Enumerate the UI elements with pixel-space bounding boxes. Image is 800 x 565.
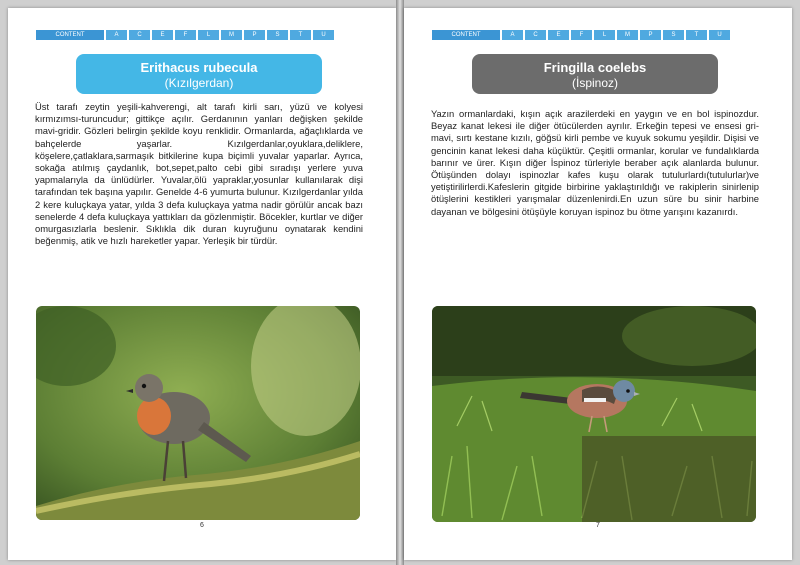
book-gutter [396,0,404,565]
page-number: 6 [200,522,204,529]
right-letter-nav [432,30,730,40]
nav-letter-a[interactable]: A [502,30,523,40]
nav-content-tab[interactable]: CONTENT [432,30,500,40]
left-page [8,8,396,560]
nav-letter-p[interactable]: P [640,30,661,40]
page-number: 7 [596,522,600,529]
species-description: Yazın ormanlardaki, kışın açık arazilerdeki en yaygın ve en bol ispinozdur. Beyaz kanat lekesi ile diğer ötücülerden ayrılır. Erkeğin tepesi ve ensesi gri-mavi, sırtı kestane kızılı, göğsü kirli pembe ve kuyuk sokumu yeşildir. Dişisi ve gencinin kanat lekesi daha küçüktür. Çeşitli ormanlar, korular ve fundalıklarda barınır ve ürer. Kışın diğer İspinoz türleriyle beraber açık alanlarda bulunur. Ötüşünden dolayı ispinozlar kafes kuşu olarak tutulurlardı(tutulurlar)ve yetiştirilirlerdi.Kafeslerin gitgide birbirine yaklaştırıldığı ve rakiplerin sinirlenip ötüşlerini kestikleri yarışmalar düzenlenirdi.En uzun süre bu sinir harbine dayanan ve bölgesini ötüşüyle koruyan ispinoz bu ötme yarışını kazanırdı. [431,108,759,217]
nav-letter-c[interactable]: C [525,30,546,40]
nav-letter-l[interactable]: L [594,30,615,40]
nav-letter-l[interactable]: L [198,30,219,40]
robin-photo [36,306,360,520]
title-latin: Erithacus rubecula [140,60,258,75]
nav-letter-c[interactable]: C [129,30,150,40]
nav-letter-t[interactable]: T [290,30,311,40]
nav-letter-e[interactable]: E [548,30,569,40]
nav-content-tab[interactable]: CONTENT [36,30,104,40]
title-latin: Fringilla coelebs [543,60,647,75]
species-description: Üst tarafı zeytin yeşili-kahverengi, alt tarafı kirli sarı, yüzü ve kolyesi kırmızımsı-turuncudur; gittikçe açılır. Gerdanının yanları değişken şekilde mavi-gridir. Gözleri belirgin şekilde koyu renklidir. Ormanlarda, ağaçlıklarda ve bahçelerde yaşarlar. Kızılgerdanlar,oyuklara,deliklere, köşelere,çatlaklara,sarmaşık bitkilerine kupa biçimli yuvalar yaparlar. Ayrıca, sokağa atılmış çaydanlık, bot,sepet,palto cebi gibi sıradışı yerlere yuva yapmalarıyla da ünlüdürler. Yuvalar,ölü yapraklar,yosunlar kullanılarak dişi tarafından tek başına yapılır. Genelde 4-6 yumurta bulunur. Kızılgerdanlar yılda 2 kere kuluçkaya yatar, yılda 3 defa kuluçkaya yatma nadir görülür ancak bazı senelerde 4 defa kuluçkaya yattıkları da gözlenmiştir. Böcekler, kurtlar ve diğer omurgasızlarla beslenir. Sıklıkla dik duran kuyruğunu oynatarak kendini beğenmiş, atik ve hızlı hareketler yapar. Yerleşik bir türdür. [35,101,363,247]
species-title-robin [76,54,322,94]
nav-letter-f[interactable]: F [571,30,592,40]
nav-letter-f[interactable]: F [175,30,196,40]
left-letter-nav [36,30,334,40]
nav-letter-u[interactable]: U [709,30,730,40]
nav-letter-m[interactable]: M [617,30,638,40]
nav-letter-s[interactable]: S [267,30,288,40]
title-local: (Kızılgerdan) [164,76,234,90]
title-local: (İspinoz) [571,76,618,90]
nav-letter-m[interactable]: M [221,30,242,40]
nav-letter-a[interactable]: A [106,30,127,40]
nav-letter-s[interactable]: S [663,30,684,40]
species-title-chaffinch [472,54,718,94]
nav-letter-e[interactable]: E [152,30,173,40]
nav-letter-p[interactable]: P [244,30,265,40]
nav-letter-t[interactable]: T [686,30,707,40]
chaffinch-photo [432,306,756,522]
nav-letter-u[interactable]: U [313,30,334,40]
right-page [404,8,792,560]
